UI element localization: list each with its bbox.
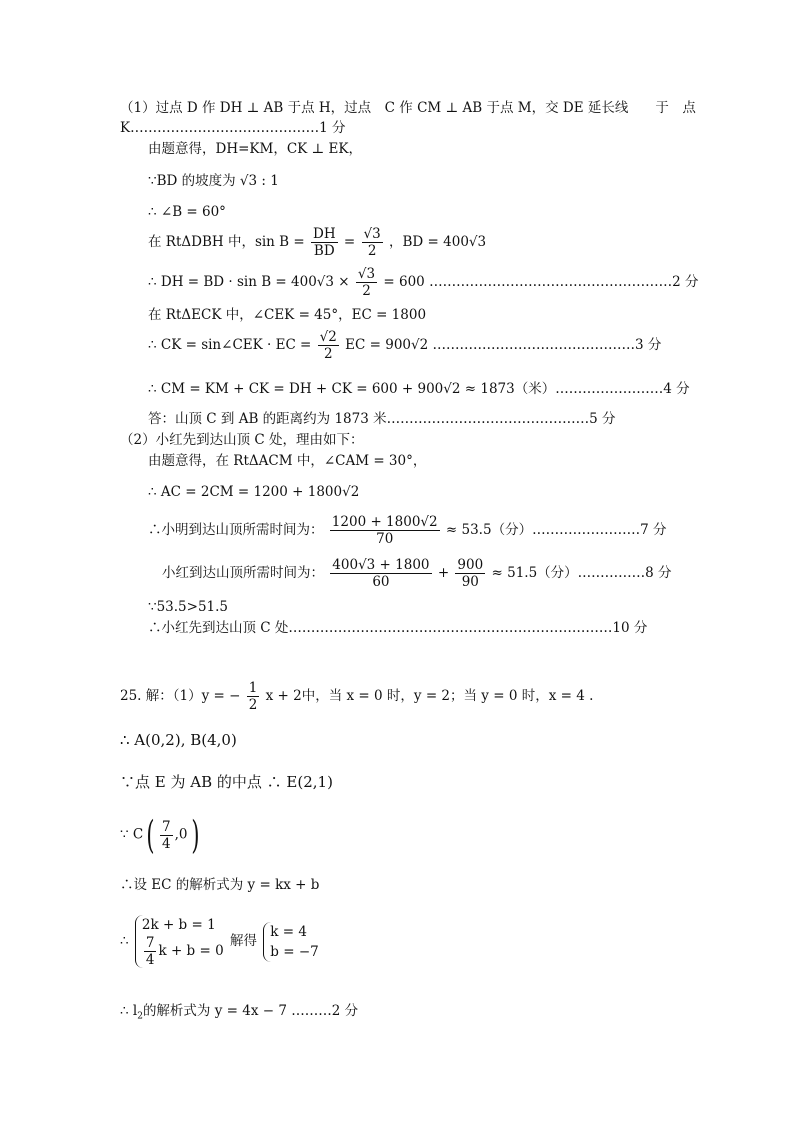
part1-step-line: （1）过点 D 作 DH ⊥ AB 于点 H，过点 C 作 CM ⊥ AB 于点 M，交 DE 延长线 于 点: [120, 100, 696, 116]
ACM-line: 由题意得，在 RtΔACM 中，∠CAM = 30°，: [148, 453, 427, 469]
denominator: 4: [145, 952, 155, 968]
denominator: 60: [372, 574, 390, 590]
fraction: [362, 226, 383, 259]
sinB-line: [148, 226, 486, 259]
solution-system: [263, 922, 318, 962]
fraction: [318, 329, 339, 362]
compare-line: ∵53.5>51.5: [148, 599, 229, 615]
numerator: √2: [319, 329, 337, 345]
text: 的解析式为 y = 4x − 7 ………2 分: [142, 1003, 359, 1019]
denominator: 4: [162, 835, 171, 852]
fraction: [330, 557, 431, 590]
subscript: 2: [137, 1011, 143, 1022]
part1-step-line: 由题意得，DH=KM，CK ⊥ EK，: [148, 141, 362, 157]
EC-expression-line: ∴设 EC 的解析式为 y = kx + b: [120, 877, 320, 893]
text: ≈ 53.5（分）……………………7 分: [445, 522, 667, 538]
fraction: [455, 557, 485, 590]
fraction: [311, 226, 338, 259]
part2-title: （2）小红先到达山顶 C 处，理由如下：: [120, 432, 364, 448]
text: x + 2中，当 x = 0 时，y = 2；当 y = 0 时，x = 4 .: [265, 688, 594, 704]
numerator: 1200 + 1800√2: [331, 514, 438, 530]
ECK-line: 在 RtΔECK 中，∠CEK = 45°，EC = 1800: [148, 307, 427, 323]
xiaohong-time-line: [162, 557, 672, 590]
CM-line: ∴ CM = KM + CK = DH + CK = 600 + 900√2 ≈ 1873（米）……………………4 分: [148, 381, 690, 397]
text: ∴ DH = BD · sin B = 400√3 ×: [148, 274, 350, 290]
text: ，BD = 400√3: [389, 234, 487, 250]
text: = 600 ………………………………………………2 分: [383, 274, 699, 290]
text: ≈ 51.5（分）……………8 分: [491, 565, 672, 581]
numerator: 400√3 + 1800: [332, 557, 430, 573]
numerator: 1: [248, 680, 258, 696]
fraction: [356, 266, 377, 299]
conclusion-line: ∴小红先到达山顶 C 处………………………………………………………………10 分: [148, 620, 648, 636]
equation: 2k + b = 1: [141, 917, 216, 933]
point-E-line: ∵点 E 为 AB 的中点 ∴ E(2,1): [120, 773, 333, 791]
equation: k = 4: [270, 923, 307, 940]
CK-line: [148, 329, 661, 362]
text: 解得: [229, 933, 257, 949]
numerator: √3: [363, 226, 381, 242]
angle-line: ∴ ∠B = 60°: [148, 204, 226, 220]
xiaoming-time-line: [148, 514, 666, 547]
text: +: [437, 565, 450, 581]
l2-expression-line: [120, 1002, 358, 1026]
text: ∴小明到达山顶所需时间为：: [148, 522, 324, 538]
DH-line: [148, 266, 698, 299]
numerator: 7: [145, 935, 155, 951]
fraction: [160, 819, 173, 852]
fraction: [330, 514, 440, 547]
text: 25. 解：（1）y = −: [120, 688, 241, 704]
denominator: 2: [362, 283, 371, 299]
answer-line: 答：山顶 C 到 AB 的距离约为 1873 米………………………………………5 分: [148, 411, 616, 427]
denominator: 70: [376, 531, 394, 547]
denominator: 2: [323, 346, 333, 362]
paren-right: ): [190, 813, 200, 857]
slope-line: ∵BD 的坡度为 √3 : 1: [148, 173, 279, 189]
text: ∵ C: [120, 826, 144, 843]
denominator: 2: [367, 243, 377, 259]
system-line: [120, 915, 321, 968]
numerator: DH: [313, 226, 336, 242]
fraction: [144, 935, 157, 968]
AC-line: ∴ AC = 2CM = 1200 + 1800√2: [148, 484, 360, 500]
text: ∴ l: [120, 1003, 138, 1019]
text: ∴ CK = sin∠CEK · EC =: [148, 337, 312, 353]
numerator: 7: [162, 818, 171, 835]
paren-left: (: [146, 813, 155, 857]
text: ∴: [120, 933, 129, 949]
text: 在 RtΔDBH 中，sin B =: [148, 234, 305, 250]
equation: b = −7: [270, 943, 319, 960]
q25-line: [120, 680, 593, 713]
text: EC = 900√2 ………………………………………3 分: [345, 337, 662, 353]
numerator: √3: [357, 266, 376, 282]
equation: [142, 935, 224, 968]
fraction: [247, 680, 260, 713]
points-AB-line: ∴ A(0,2), B(4,0): [120, 731, 237, 749]
text: =: [343, 234, 356, 250]
text: ,0: [174, 826, 188, 843]
equation-system: [135, 915, 224, 968]
denominator: BD: [313, 243, 335, 259]
part1-step-line: K……………………………………1 分: [120, 120, 346, 136]
denominator: 2: [248, 697, 258, 713]
text: k + b = 0: [158, 943, 224, 959]
denominator: 90: [461, 574, 479, 590]
numerator: 900: [457, 557, 484, 573]
point-C-line: [120, 815, 202, 855]
text: 小红到达山顶所需时间为：: [162, 565, 324, 581]
